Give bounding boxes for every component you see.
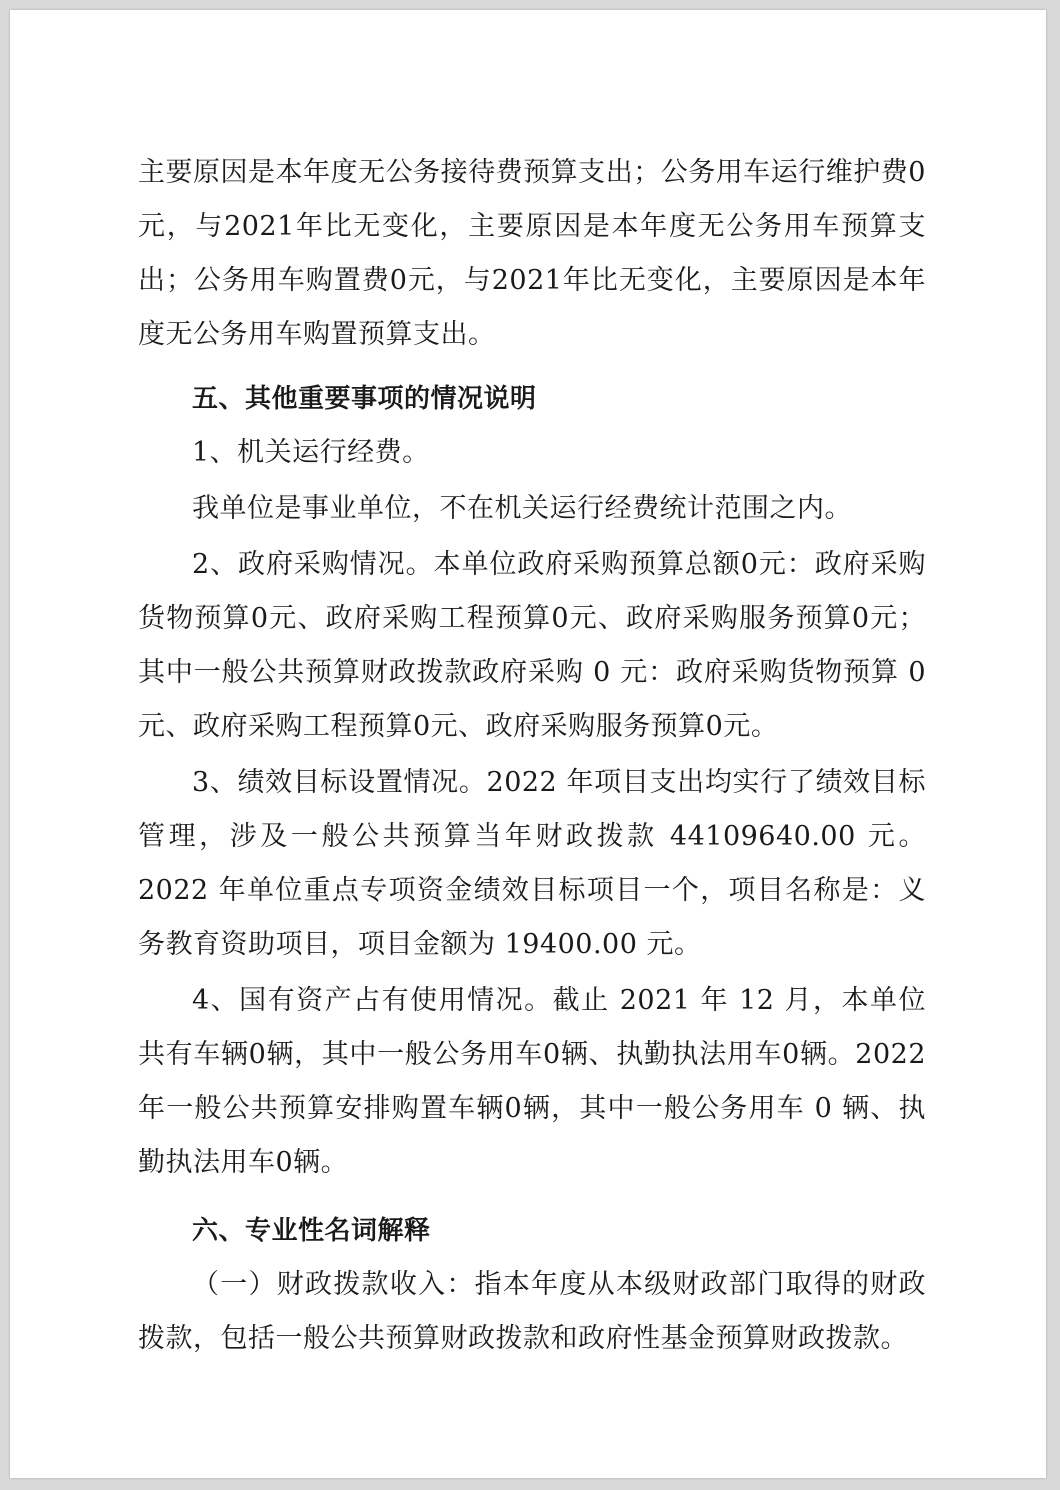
section-heading-terminology: 六、专业性名词解释 — [192, 1216, 431, 1246]
section-heading-other-matters: 五、其他重要事项的情况说明 — [192, 384, 537, 414]
document-body — [138, 146, 926, 1366]
paragraph-fiscal-appropriation-income: （一）财政拨款收入：指本年度从本级财政部门取得的财政拨款，包括一般公共预算财政拨款和政府性基金预算财政拨款。 — [138, 1269, 926, 1354]
paragraph-vehicle-costs: 主要原因是本年度无公务接待费预算支出；公务用车运行维护费0元，与2021年比无变化，主要原因是本年度无公务用车预算支出；公务用车购置费0元，与2021年比无变化，主要原因是本年度无公务用车购置预算支出。 — [138, 157, 926, 350]
paragraph-operating-funds-title: 1、机关运行经费。 — [192, 437, 430, 468]
document-page — [10, 10, 1046, 1478]
paragraph-performance-goals: 3、绩效目标设置情况。2022 年项目支出均实行了绩效目标管理，涉及一般公共预算当年财政拨款 44109640.00 元。2022 年单位重点专项资金绩效目标项目一个，项目名称是：义务教育资助项目，项目金额为 19400.00 元。 — [138, 767, 926, 960]
paragraph-government-procurement: 2、政府采购情况。本单位政府采购预算总额0元：政府采购货物预算0元、政府采购工程预算0元、政府采购服务预算0元；其中一般公共预算财政拨款政府采购 0 元：政府采购货物预算 0元、政府采购工程预算0元、政府采购服务预算0元。 — [138, 549, 926, 742]
paragraph-state-assets: 4、国有资产占有使用情况。截止 2021 年 12 月，本单位共有车辆0辆，其中一般公务用车0辆、执勤执法用车0辆。2022年一般公共预算安排购置车辆0辆，其中一般公务用车 0 辆、执勤执法用车0辆。 — [138, 985, 926, 1178]
paragraph-operating-funds-body: 我单位是事业单位，不在机关运行经费统计范围之内。 — [192, 493, 852, 524]
